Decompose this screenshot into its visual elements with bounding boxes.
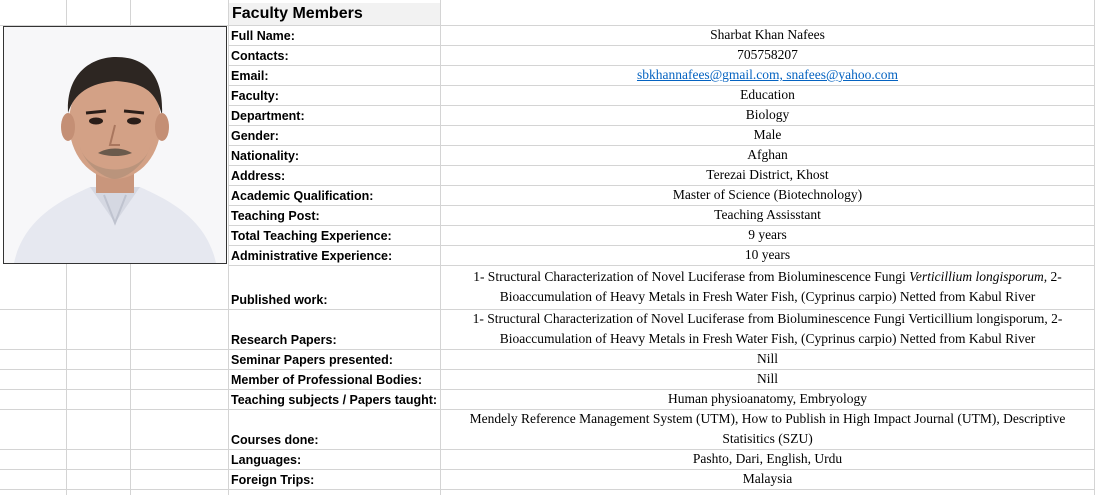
field-value-part: 1- Structural Characterization of Novel Luciferase from Bioluminescence Fungi xyxy=(473,269,910,284)
field-label[interactable]: Gender: xyxy=(231,129,279,143)
field-value-text: Mendely Reference Management System (UTM), How to Publish in High Impact Journal (UTM), Descriptive Statisitics (SZU) xyxy=(469,411,1066,446)
field-value-text: Biology xyxy=(745,107,790,122)
field-value-text: Malaysia xyxy=(742,471,793,486)
species-name-italic: Verticillium longisporum, xyxy=(909,269,1048,284)
field-value[interactable] xyxy=(441,185,1094,205)
field-value[interactable] xyxy=(441,369,1094,389)
field-label[interactable]: Faculty: xyxy=(231,89,279,103)
field-label[interactable]: Email: xyxy=(231,69,269,83)
field-label[interactable]: Nationality: xyxy=(231,149,300,163)
field-value-text: Sharbat Khan Nafees xyxy=(710,27,825,42)
field-value-text: 1- Structural Characterization of Novel Luciferase from Bioluminescence Fungi Verticillium longisporum, 2- Bioaccumulation of Heavy Metals in Fresh Water Fish, (Cyprinus carpio) Netted from Kabul River xyxy=(472,311,1063,346)
field-label[interactable]: Teaching subjects / Papers taught: xyxy=(231,393,438,407)
field-value[interactable] xyxy=(441,145,1094,165)
field-value[interactable] xyxy=(441,165,1094,185)
field-value-text: Nill xyxy=(756,351,778,366)
field-value[interactable] xyxy=(441,225,1094,245)
field-value-text: 9 years xyxy=(748,227,787,242)
field-label[interactable]: Published work: xyxy=(231,293,328,307)
field-value-text: Pashto, Dari, English, Urdu xyxy=(692,451,843,466)
field-value[interactable] xyxy=(441,45,1094,65)
grid-line xyxy=(0,489,1094,490)
field-label[interactable]: Foreign Trips: xyxy=(231,473,315,487)
field-label[interactable]: Total Teaching Experience: xyxy=(231,229,392,243)
field-value[interactable] xyxy=(441,25,1094,45)
profile-photo xyxy=(3,26,227,264)
field-value-text: 705758207 xyxy=(737,47,798,62)
field-value[interactable] xyxy=(441,449,1094,469)
grid-line xyxy=(1094,0,1095,495)
field-value[interactable] xyxy=(441,85,1094,105)
field-label[interactable]: Department: xyxy=(231,109,305,123)
field-value-text: Male xyxy=(753,127,782,142)
field-value[interactable] xyxy=(441,389,1094,409)
field-value[interactable] xyxy=(441,245,1094,265)
field-value[interactable] xyxy=(441,105,1094,125)
field-value-text: Terezai District, Khost xyxy=(706,167,829,182)
email-link[interactable]: sbkhannafees@gmail.com, snafees@yahoo.com xyxy=(636,67,899,82)
field-value[interactable] xyxy=(441,265,1094,309)
field-label[interactable]: Research Papers: xyxy=(231,333,337,347)
field-label[interactable]: Teaching Post: xyxy=(231,209,320,223)
field-value[interactable] xyxy=(441,469,1094,489)
field-value-text: 10 years xyxy=(744,247,791,262)
field-label[interactable]: Seminar Papers presented: xyxy=(231,353,393,367)
field-value[interactable] xyxy=(441,205,1094,225)
field-label[interactable]: Academic Qualification: xyxy=(231,189,374,203)
field-value-text: Teaching Assisstant xyxy=(714,207,821,222)
field-label[interactable]: Full Name: xyxy=(231,29,295,43)
field-value[interactable] xyxy=(441,349,1094,369)
person-portrait-icon xyxy=(4,27,226,263)
field-value-text: Afghan xyxy=(747,147,788,162)
field-value-text: Master of Science (Biotechnology) xyxy=(672,187,863,202)
field-value[interactable] xyxy=(441,125,1094,145)
field-value-text: Human physioanatomy, Embryology xyxy=(668,391,867,406)
field-value[interactable] xyxy=(441,65,1094,85)
field-label[interactable]: Courses done: xyxy=(231,433,319,447)
field-value-part: 2- Bioaccumulation of Heavy Metals in Fresh Water Fish, (Cyprinus carpio) Netted from Kabul River xyxy=(499,269,1062,304)
field-value-text: Nill xyxy=(756,371,778,386)
field-value-text xyxy=(445,267,1090,307)
field-value[interactable] xyxy=(441,309,1094,349)
field-label[interactable]: Contacts: xyxy=(231,49,289,63)
field-label[interactable]: Languages: xyxy=(231,453,302,467)
field-value-text: Education xyxy=(740,87,795,102)
field-value[interactable] xyxy=(441,409,1094,449)
sheet-title[interactable]: Faculty Members xyxy=(229,3,440,25)
field-label[interactable]: Member of Professional Bodies: xyxy=(231,373,423,387)
field-label[interactable]: Address: xyxy=(231,169,286,183)
field-label[interactable]: Administrative Experience: xyxy=(231,249,393,263)
